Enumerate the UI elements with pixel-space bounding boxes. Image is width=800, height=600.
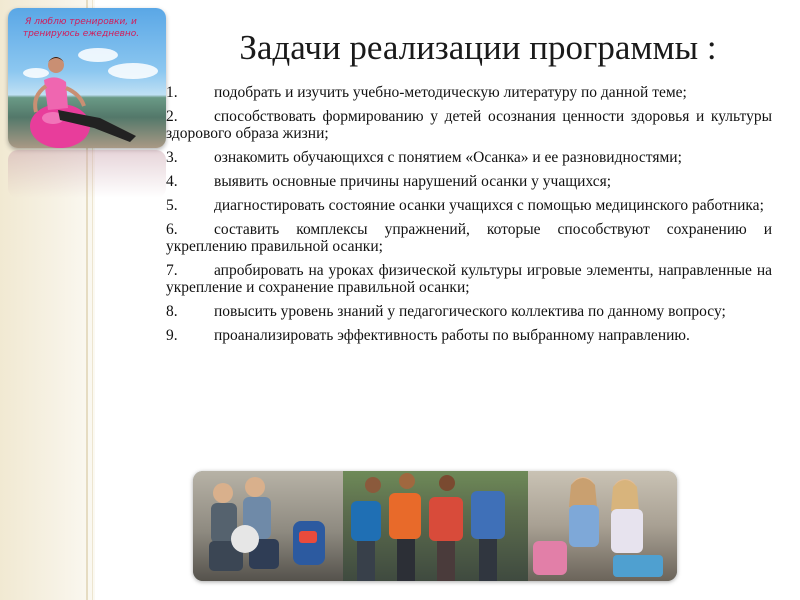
task-item [166,262,772,296]
task-number: 3. [166,149,178,166]
task-number: 8. [166,303,178,320]
task-text: подобрать и изучить учебно-методическую литературу по данной теме; [214,84,687,101]
task-list [166,84,772,351]
task-item [166,108,772,142]
fitness-photo [8,8,166,148]
task-text: повысить уровень знаний у педагогического коллектива по данному вопросу; [214,303,726,320]
task-item [166,197,772,214]
caption-line: Я люблю тренировки, и [25,17,137,27]
task-number: 6. [166,221,178,238]
task-text: составить комплексы упражнений, которые способствуют сохранению и укреплению правильной осанки; [166,221,772,255]
task-text: выявить основные причины нарушений осанки у учащихся; [214,173,612,190]
task-item [166,84,772,101]
task-text: апробировать на уроках физической культуры игровые элементы, направленные на укрепление и сохранение правильной осанки; [166,262,772,296]
task-item [166,303,772,320]
task-number: 1. [166,84,178,101]
task-item [166,221,772,255]
photo-reflection [8,150,166,198]
photo-caption [16,16,146,40]
task-item [166,149,772,166]
task-number: 5. [166,197,178,214]
caption-line: тренируюсь ежедневно. [22,29,140,39]
task-text: диагностировать состояние осанки учащихся с помощью медицинского работника; [214,197,764,214]
task-item [166,327,772,344]
task-text: ознакомить обучающихся с понятием «Осанка» и ее разновидностями; [214,149,682,166]
schoolchildren-photo [193,471,677,581]
page-title: Задачи реализации программы : [239,28,717,67]
task-text: способствовать формированию у детей осознания ценности здоровья и культуры здорового образа жизни; [166,108,772,142]
task-number: 2. [166,108,178,125]
task-number: 4. [166,173,178,190]
task-number: 9. [166,327,178,344]
task-item [166,173,772,190]
task-text: проанализировать эффективность работы по выбранному направлению. [214,327,690,344]
children-with-backpacks-illustration [193,471,677,581]
task-number: 7. [166,262,178,279]
